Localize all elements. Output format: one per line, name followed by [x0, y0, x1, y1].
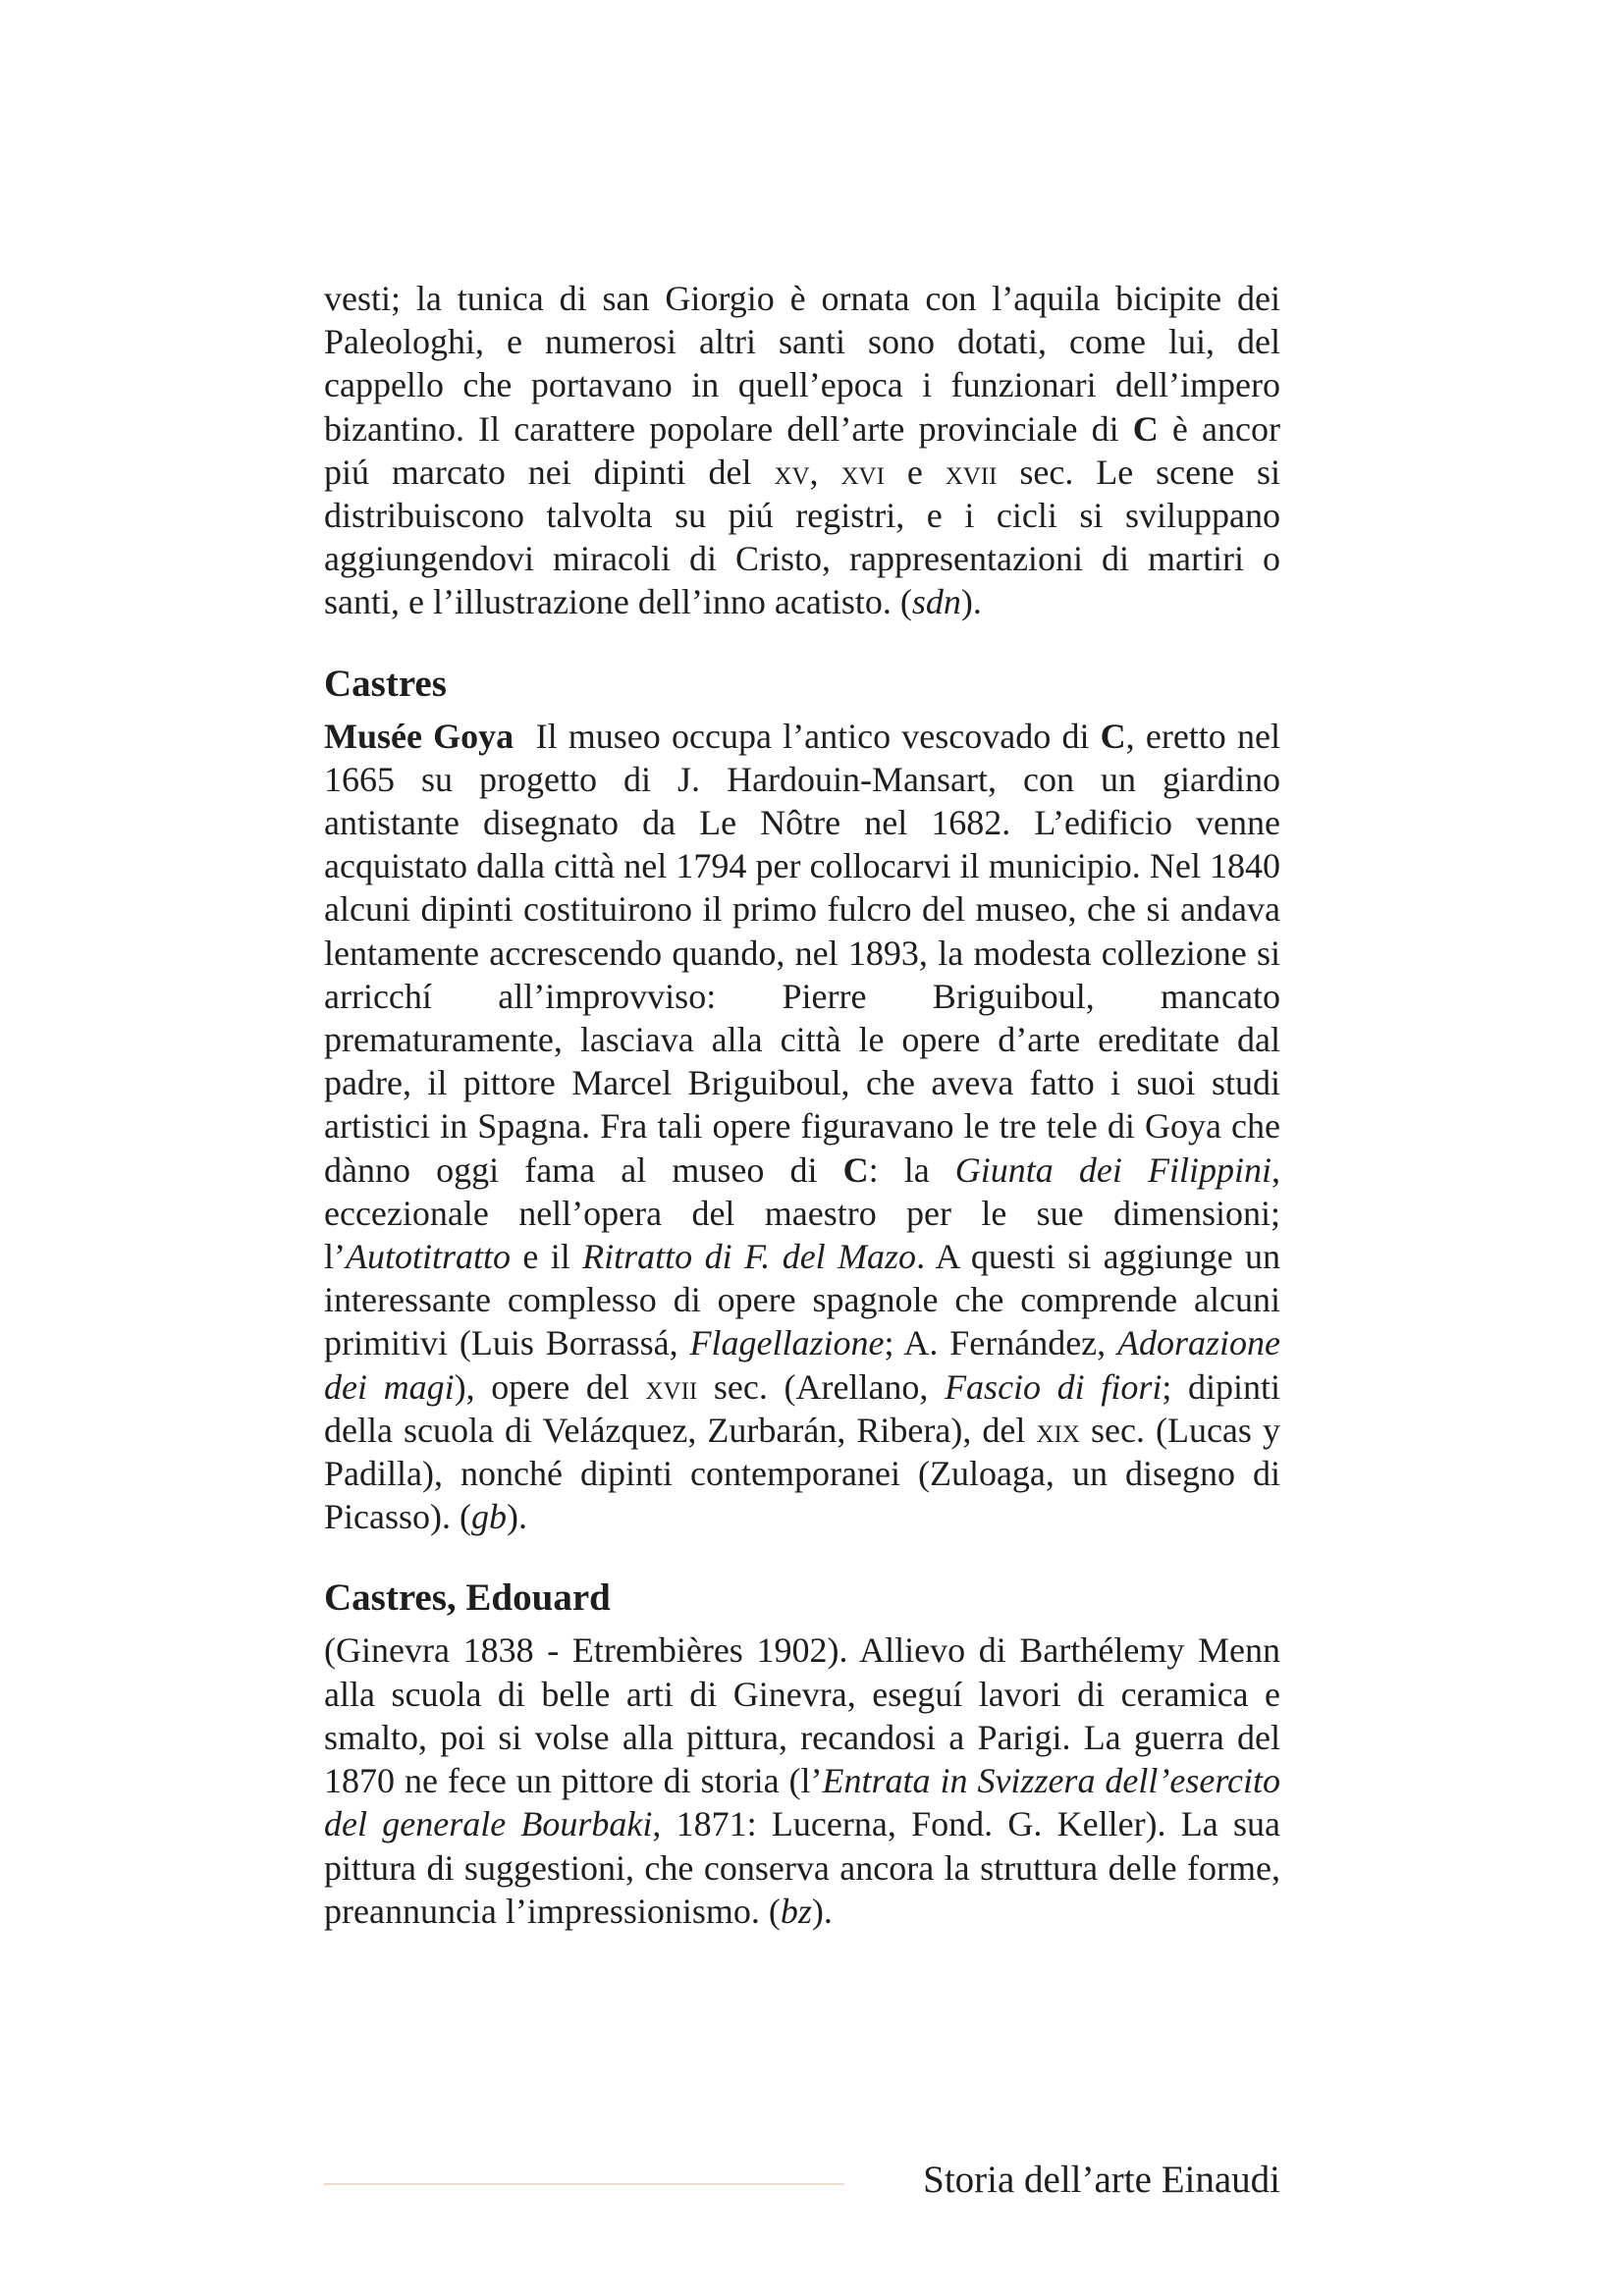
entry-abbreviation: C [1132, 408, 1159, 449]
intro-text: ). [960, 582, 982, 622]
artwork-title: Ritratto di F. del Mazo [582, 1237, 917, 1277]
body-text: ; A. Fernández, [884, 1323, 1118, 1363]
body-text: Il museo occupa l’antico vescovado di [514, 716, 1101, 756]
page-body [324, 277, 1280, 1933]
author-initials: sdn [911, 582, 961, 622]
body-text: , eccezionale nell’opera del maestro per le sue dimensioni; l’ [324, 1149, 1281, 1277]
body-text: , eretto nel 1665 su progetto di J. Hardouin-Mansart, con un giardino antistante disegnato da Le Nôtre nel 1682. L’edificio venne acquistato dalla città nel 1794 per collocarvi il municipio. Nel 1840 alcuni dipinti costituirono il primo fulcro del museo, che si andava lentamente accrescendo quando, nel 1893, la modesta collezione si arricchí all’improvviso: Pierre Briguiboul, mancato prematuramente, lasciava alla città le opere d’arte ereditate dal padre, il pittore Marcel Briguiboul, che aveva fatto i suoi studi artistici in Spagna. Fra tali opere figuravano le tre tele di Goya che dànno oggi fama al museo di [324, 716, 1280, 1190]
author-initials: gb [470, 1497, 507, 1537]
page-footer [324, 2156, 1280, 2205]
century-numeral: xix [1036, 1410, 1080, 1450]
artwork-title: Adorazione dei magi [324, 1323, 1281, 1407]
intro-text: e [884, 452, 946, 492]
body-text: ), opere del [454, 1366, 646, 1407]
intro-text: è ancor piú marcato nei dipinti del [324, 408, 1280, 492]
body-text: ). [811, 1891, 833, 1931]
century-numeral: xvii [945, 452, 998, 492]
entry-body-castres [324, 715, 1280, 1539]
century-numeral: xvi [840, 452, 885, 492]
body-text: sec. (Lucas y Padilla), nonché dipinti contemporanei (Zuloaga, un disegno di Picasso). ( [324, 1410, 1280, 1537]
artwork-title: Flagellazione [689, 1323, 885, 1363]
publisher-label: Storia dell’arte Einaudi [923, 2159, 1280, 2201]
body-text: sec. (Arellano, [697, 1366, 946, 1407]
body-text: ). [506, 1497, 527, 1537]
artwork-title: Fascio di fiori [945, 1366, 1163, 1407]
entry-body-castres-edouard [324, 1629, 1280, 1932]
intro-paragraph [324, 277, 1280, 624]
century-numeral: xv [774, 452, 810, 492]
body-text: . A questi si aggiunge un interessante complesso di opere spagnole che comprende alcuni primitivi (Luis Borrassá, [324, 1237, 1280, 1363]
body-text: ; dipinti della scuola di Velázquez, Zurbarán, Ribera), del [324, 1366, 1280, 1450]
entry-abbreviation: C [842, 1149, 869, 1190]
artwork-title: Autotitratto [346, 1237, 512, 1277]
body-text: : la [868, 1149, 955, 1190]
body-text: e il [511, 1237, 583, 1277]
artwork-title: Entrata in Svizzera dell’esercito del generale Bourbaki [324, 1761, 1280, 1844]
body-text: , 1871: Lucerna, Fond. G. Keller). La sua pittura di suggestioni, che conserva ancora la struttura delle forme, preannuncia l’impressionismo. ( [324, 1804, 1280, 1931]
intro-text: vesti; la tunica di san Giorgio è ornata con l’aquila bicipite dei Paleologhi, e numerosi altri santi sono dotati, come lui, del cappello che portavano in quell’epoca i funzionari dell’impero bizantino. Il carattere popolare dell’arte provinciale di [324, 279, 1280, 449]
entry-title-castres-edouard: Castres, Edouard [324, 1576, 611, 1620]
intro-text: sec. Le scene si distribuiscono talvolta su piú registri, e i cicli si sviluppano aggiungendovi miracoli di Cristo, rappresentazioni di martiri o santi, e l’illustrazione dell’inno acatisto. ( [324, 452, 1280, 622]
entry-title-castres: Castres [324, 662, 447, 705]
body-text: (Ginevra 1838 - Etrembières 1902). Allievo di Barthélemy Menn alla scuola di belle arti di Ginevra, eseguí lavori di ceramica e smalto, poi si volse alla pittura, recandosi a Parigi. La guerra del 1870 ne fece un pittore di storia (l’ [324, 1630, 1280, 1801]
museum-name: Musée Goya [324, 716, 514, 756]
artwork-title: Giunta dei Filippini [954, 1149, 1272, 1190]
intro-text: , [809, 452, 841, 492]
footer-divider [324, 2183, 844, 2185]
century-numeral: xvii [645, 1366, 698, 1407]
entry-abbreviation: C [1100, 716, 1126, 756]
author-initials: bz [780, 1891, 812, 1931]
